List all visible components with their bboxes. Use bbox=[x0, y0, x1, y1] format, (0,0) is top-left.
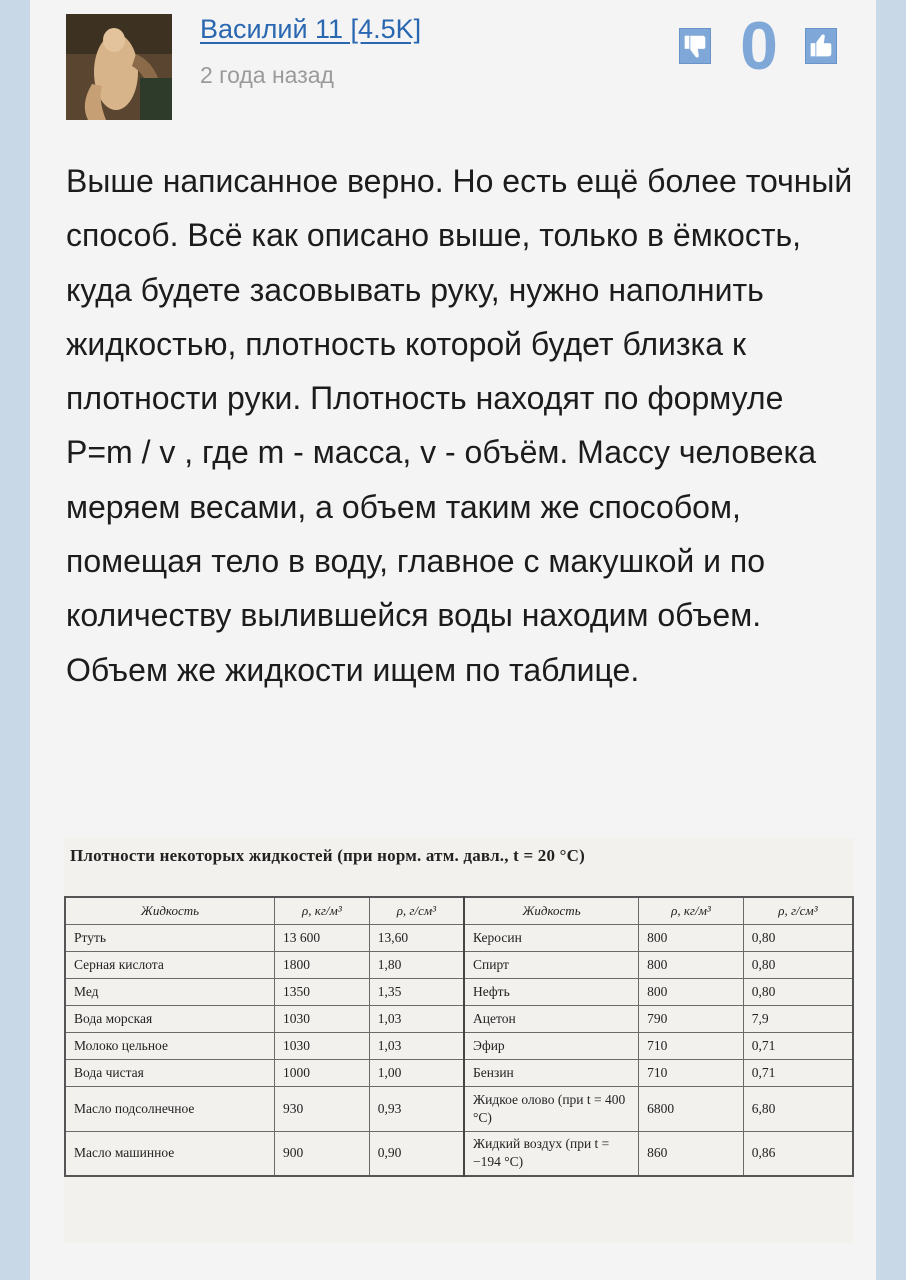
post-timestamp: 2 года назад bbox=[200, 62, 334, 88]
table-cell: Вода морская bbox=[65, 1005, 274, 1032]
table-cell: 1,03 bbox=[369, 1032, 464, 1059]
table-cell: Ацетон bbox=[464, 1005, 639, 1032]
table-cell: 0,71 bbox=[743, 1032, 853, 1059]
table-row bbox=[65, 1059, 853, 1086]
upvote-button[interactable] bbox=[805, 28, 837, 64]
header-cell: ρ, г/см³ bbox=[743, 897, 853, 924]
table-cell: Вода чистая bbox=[65, 1059, 274, 1086]
table-cell: 0,90 bbox=[369, 1131, 464, 1176]
header-cell: ρ, кг/м³ bbox=[274, 897, 369, 924]
table-cell: Молоко цельное bbox=[65, 1032, 274, 1059]
table-row bbox=[65, 1032, 853, 1059]
table-cell: 6800 bbox=[639, 1086, 744, 1131]
table-cell: 1,03 bbox=[369, 1005, 464, 1032]
avatar-image bbox=[66, 14, 172, 120]
table-cell: 6,80 bbox=[743, 1086, 853, 1131]
density-table bbox=[64, 896, 854, 1177]
table-cell: 1350 bbox=[274, 978, 369, 1005]
table-cell: 710 bbox=[639, 1059, 744, 1086]
table-cell: 790 bbox=[639, 1005, 744, 1032]
table-title: Плотности некоторых жидкостей (при норм. атм. давл., t = 20 °C) bbox=[70, 846, 585, 865]
table-cell: 1,00 bbox=[369, 1059, 464, 1086]
table-cell: 900 bbox=[274, 1131, 369, 1176]
table-cell: Ртуть bbox=[65, 924, 274, 951]
table-cell: Жидкое олово (при t = 400 °C) bbox=[464, 1086, 639, 1131]
header-cell: Жидкость bbox=[65, 897, 274, 924]
table-cell: 0,71 bbox=[743, 1059, 853, 1086]
table-cell: 0,80 bbox=[743, 951, 853, 978]
header-cell: ρ, кг/м³ bbox=[639, 897, 744, 924]
table-cell: Нефть bbox=[464, 978, 639, 1005]
table-row bbox=[65, 978, 853, 1005]
table-row bbox=[65, 1131, 853, 1176]
table-cell: Эфир bbox=[464, 1032, 639, 1059]
table-cell: 800 bbox=[639, 924, 744, 951]
thumb-up-icon bbox=[806, 29, 836, 63]
table-cell: Спирт bbox=[464, 951, 639, 978]
table-row bbox=[65, 951, 853, 978]
table-cell: Масло подсолнечное bbox=[65, 1086, 274, 1131]
table-cell: 1000 bbox=[274, 1059, 369, 1086]
table-cell: 1,80 bbox=[369, 951, 464, 978]
table-cell: Бензин bbox=[464, 1059, 639, 1086]
downvote-button[interactable] bbox=[679, 28, 711, 64]
header-cell: ρ, г/см³ bbox=[369, 897, 464, 924]
table-cell: 7,9 bbox=[743, 1005, 853, 1032]
table-cell: 0,86 bbox=[743, 1131, 853, 1176]
author-name[interactable]: Василий 11 [4.5K] bbox=[200, 14, 422, 44]
table-cell: 860 bbox=[639, 1131, 744, 1176]
table-cell: Керосин bbox=[464, 924, 639, 951]
table-row bbox=[65, 1005, 853, 1032]
table-cell: 13 600 bbox=[274, 924, 369, 951]
table-cell: Мед bbox=[65, 978, 274, 1005]
table-row bbox=[65, 1086, 853, 1131]
table-cell: 0,80 bbox=[743, 924, 853, 951]
comment-card bbox=[30, 0, 876, 1280]
table-cell: 0,80 bbox=[743, 978, 853, 1005]
table-cell: Жидкий воздух (при t = −194 °C) bbox=[464, 1131, 639, 1176]
thumb-down-icon bbox=[680, 29, 710, 63]
density-table-image bbox=[64, 838, 854, 1243]
table-cell: 1030 bbox=[274, 1032, 369, 1059]
table-cell: 800 bbox=[639, 978, 744, 1005]
header-cell: Жидкость bbox=[464, 897, 639, 924]
table-cell: 1,35 bbox=[369, 978, 464, 1005]
table-row bbox=[65, 924, 853, 951]
table-cell: 710 bbox=[639, 1032, 744, 1059]
comment-text: Выше написанное верно. Но есть ещё более точный способ. Всё как описано выше, только в ёмкость, куда будете засовывать руку, нужно наполнить жидкостью, плотность которой будет близка к плотности руки. Плотность находят по формуле Р=m / v , где m - масса, v - объём. Массу человека меряем весами, а объем таким же способом, помещая тело в воду, главное с макушкой и по количеству вылившейся воды находим объем. Объем же жидкости ищем по таблице. bbox=[66, 163, 853, 688]
table-header-row bbox=[65, 897, 853, 924]
table-cell: Серная кислота bbox=[65, 951, 274, 978]
table-cell: 13,60 bbox=[369, 924, 464, 951]
user-avatar[interactable] bbox=[66, 14, 172, 120]
table-cell: 0,93 bbox=[369, 1086, 464, 1131]
table-cell: Масло машинное bbox=[65, 1131, 274, 1176]
table-cell: 1800 bbox=[274, 951, 369, 978]
table-cell: 800 bbox=[639, 951, 744, 978]
vote-score: 0 bbox=[740, 8, 778, 84]
table-cell: 1030 bbox=[274, 1005, 369, 1032]
table-cell: 930 bbox=[274, 1086, 369, 1131]
